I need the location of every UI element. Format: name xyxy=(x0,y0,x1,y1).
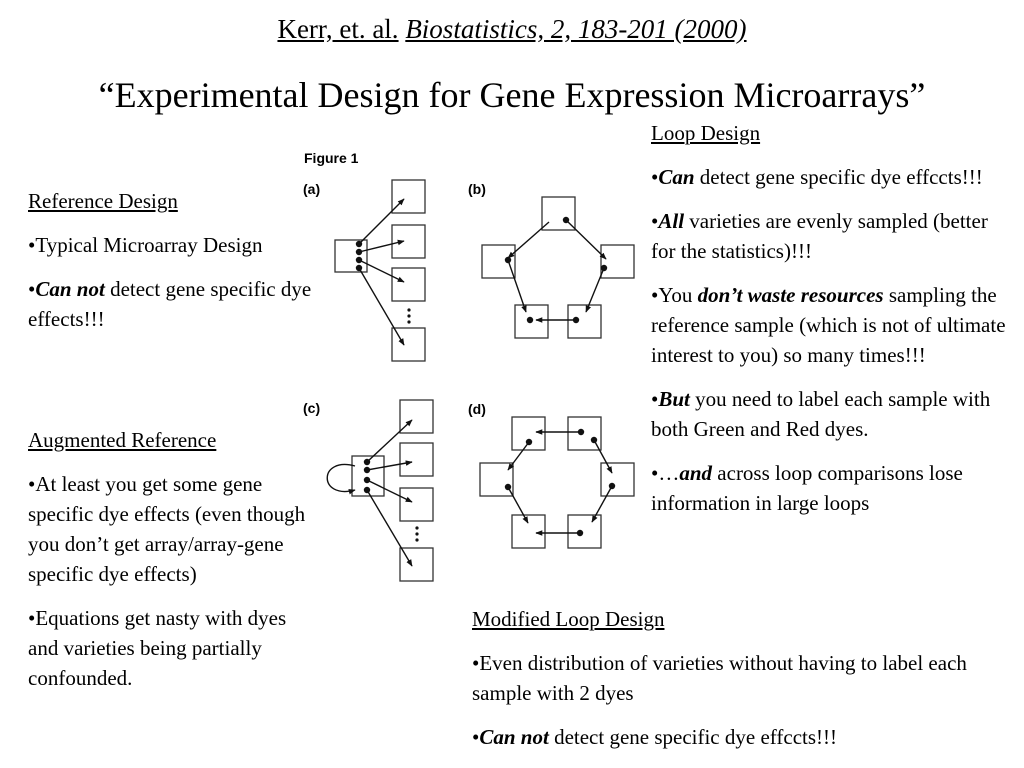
loop-bullet-5: •…and across loop comparisons lose information in large loops xyxy=(651,461,963,515)
loop-bullet-2: •All varieties are evenly sampled (better for the statistics)!!! xyxy=(651,209,988,263)
reference-design-heading: Reference Design xyxy=(28,189,178,213)
reference-bullet-1: •Typical Microarray Design xyxy=(28,233,263,257)
loop-design-heading: Loop Design xyxy=(651,121,761,145)
augmented-bullet-2: •Equations get nasty with dyes and varieties being partially confounded. xyxy=(28,606,287,690)
modified-bullet-1: •Even distribution of varieties without having to label each sample with 2 dyes xyxy=(472,651,967,705)
modified-loop-heading: Modified Loop Design xyxy=(472,607,665,631)
panel-label-a: (a) xyxy=(303,181,321,197)
loop-bullet-3: •You don’t waste resources sampling the reference sample (which is not of ultimate interest to you) so many times!!! xyxy=(651,283,1006,367)
panel-label-b: (b) xyxy=(468,181,486,197)
panel-label-c: (c) xyxy=(303,400,321,416)
augmented-bullet-1: •At least you get some gene specific dye effects (even though you don’t get array/array-gene specific dye effects) xyxy=(28,472,306,586)
panel-label-d: (d) xyxy=(468,401,486,417)
loop-bullet-4: •But you need to label each sample with both Green and Red dyes. xyxy=(651,387,991,441)
diagram-d-modified-loop xyxy=(480,417,634,548)
augmented-reference-heading: Augmented Reference xyxy=(28,428,217,452)
diagram-a-reference xyxy=(335,180,425,361)
slide-title: “Experimental Design for Gene Expression Microarrays” xyxy=(98,75,926,115)
diagram-c-augmented-reference xyxy=(327,400,433,581)
reference-bullet-2: •Can not detect gene specific dye effects!!! xyxy=(28,277,312,331)
citation-journal: Biostatistics, 2, 183-201 (2000) xyxy=(405,14,747,44)
modified-bullet-2: •Can not detect gene specific dye effccts!!! xyxy=(472,725,838,749)
loop-bullet-1: •Can detect gene specific dye effccts!!! xyxy=(651,165,983,189)
citation-authors: Kerr, et. al. xyxy=(277,14,399,44)
figure-caption: Figure 1 xyxy=(304,150,359,166)
diagram-b-loop xyxy=(482,197,634,338)
